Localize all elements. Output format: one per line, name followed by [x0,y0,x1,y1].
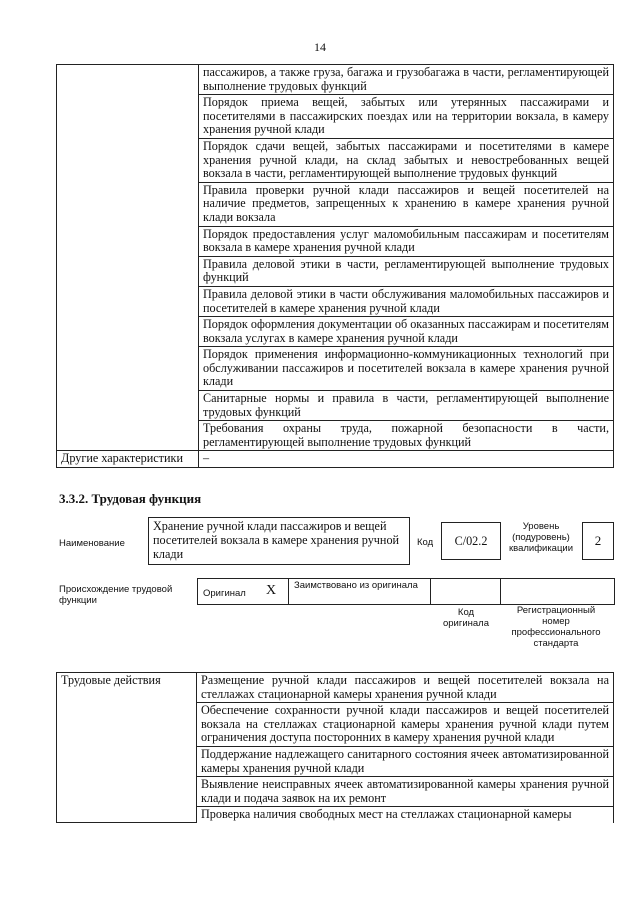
knowledge-item: Порядок применения информационно-коммуникационных технологий при обслуживании пассажиров и посетителей вокзала в камере хранения ручной клади [199,347,614,391]
code-label: Код [417,537,434,548]
table-row [57,673,614,703]
required-knowledge-table [56,64,614,468]
labour-action-item: Размещение ручной клади пассажиров и вещей посетителей вокзала на стеллажах стационарной камеры хранения ручной клади [197,673,614,703]
knowledge-item: Санитарные нормы и правила в части, регламентирующей выполнение трудовых функций [199,391,614,421]
other-characteristics-value: – [199,451,614,468]
knowledge-item: Порядок предоставления услуг маломобильным пассажирам и посетителям вокзала в камере хранения ручной клади [199,226,614,256]
knowledge-item: Правила деловой этики в части обслуживания маломобильных пассажиров и посетителей в камере хранения ручной клади [199,286,614,316]
page-number: 14 [314,40,326,54]
code-value: C/02.2 [454,534,488,548]
registration-number-caption: Регистрационный номер профессионального стандарта [511,605,601,649]
section-title: 3.3.2. Трудовая функция [59,491,202,506]
knowledge-item: Порядок сдачи вещей, забытых пассажирами и посетителями в камере хранения ручной клади, на склад забытых и невостребованных вещей вокзала в части, регламентирующей выполнение трудовых функций [199,138,614,182]
level-label: Уровень (подуровень) квалификации [508,521,574,554]
function-name-box [148,517,410,565]
original-mark: X [266,583,277,598]
labour-action-item: Поддержание надлежащего санитарного состояния ячеек автоматизированной камеры хранения ручной клади [197,746,614,776]
table-row [57,451,614,468]
knowledge-item: Правила проверки ручной клади пассажиров и вещей посетителей на наличие предметов, запрещенных к хранению в камере хранения ручной клади вокзала [199,182,614,226]
knowledge-item: пассажиров, а также груза, багажа и грузобагажа в части, регламентирующей выполнение трудовых функций [199,65,614,95]
knowledge-item: Порядок оформления документации об оказанных пассажирам и посетителям вокзала услугах в камере хранения ручной клади [199,317,614,347]
origin-divider [288,578,289,605]
name-label: Наименование [59,538,125,549]
knowledge-item: Требования охраны труда, пожарной безопасности в части, регламентирующей выполнение трудовых функций [199,421,614,451]
code-original-caption: Код оригинала [442,607,489,629]
labour-actions-label: Трудовые действия [57,673,197,823]
row-label-empty [57,65,199,451]
other-characteristics-label: Другие характеристики [57,451,199,468]
table-row [57,65,614,95]
labour-action-item: Проверка наличия свободных мест на стеллажах стационарной камеры [197,807,614,823]
function-name-value: Хранение ручной клади пассажиров и вещей посетителей вокзала в камере хранения ручной клади [153,519,400,561]
borrowed-label: Заимствовано из оригинала [294,580,418,591]
knowledge-item: Порядок приема вещей, забытых или утерянных пассажирами и посетителями в пассажирских поездах или на территории вокзала, в камеру хранения ручной клади [199,95,614,139]
labour-action-item: Выявление неисправных ячеек автоматизированной камеры хранения ручной клади и подача заявок на их ремонт [197,777,614,807]
labour-action-item: Обеспечение сохранности ручной клади пассажиров и вещей посетителей вокзала на стеллажах стационарной камеры хранения ручной клади путем ограничения доступа посторонних в камеру хранения ручной клади [197,703,614,747]
original-label: Оригинал [203,588,246,599]
level-value-box [582,522,614,560]
code-value-box [441,522,501,560]
origin-label: Происхождение трудовой функции [59,584,173,606]
origin-divider [430,578,431,605]
origin-divider [500,578,501,605]
knowledge-item: Правила деловой этики в части, регламентирующей выполнение трудовых функций [199,256,614,286]
level-value: 2 [594,533,602,548]
labour-actions-table [56,672,614,823]
